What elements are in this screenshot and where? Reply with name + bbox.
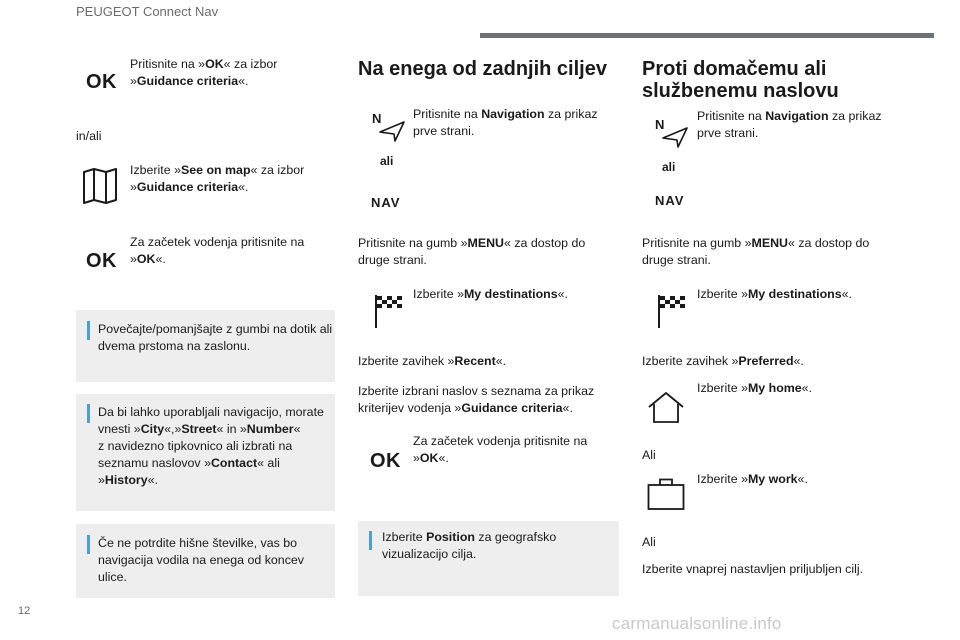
col2-step-menu: Pritisnite na gumb »MENU« za dostop do druge strani. xyxy=(358,236,586,267)
nav-button-icon: NAV xyxy=(655,193,685,208)
col2-step-recent-tab: Izberite zavihek »Recent«. xyxy=(358,354,507,368)
note-marker xyxy=(369,531,372,550)
col3-step-menu: Pritisnite na gumb »MENU« za dostop do druge strani. xyxy=(642,236,870,267)
ok-icon: OK xyxy=(370,450,401,472)
home-icon xyxy=(646,390,686,429)
navigation-north-icon xyxy=(655,116,691,155)
col3-step-my-home: Izberite »My home«. xyxy=(697,381,813,395)
nav-button-icon: NAV xyxy=(371,195,401,210)
col1-step-ok: Pritisnite na »OK« za izbor »Guidance criteria«. xyxy=(130,57,278,88)
or-label: ali xyxy=(380,154,394,168)
col2-step-navigation: Pritisnite na Navigation za prikaz prve strani. xyxy=(413,107,598,138)
note-marker xyxy=(87,321,90,340)
note-marker xyxy=(87,535,90,554)
briefcase-icon xyxy=(647,477,685,516)
col1-or-label: in/ali xyxy=(76,129,102,143)
checkered-flag-icon xyxy=(373,293,403,334)
col2-step-select-address: Izberite izbrani naslov s seznama za prikaz kriterijev vodenja »Guidance criteria«. xyxy=(358,384,595,415)
section-heading-recent: Na enega od zadnjih ciljev xyxy=(358,58,607,80)
svg-text:N: N xyxy=(372,111,382,126)
note-house-number-text: Če ne potrdite hišne številke, vas bo navigacija vodila na enega od koncev ulice. xyxy=(98,536,304,584)
note-address-entry-text: Da bi lahko uporabljali navigacijo, morate vnesti »City«,»Street« in »Number« z navidezno tipkovnico ali izbrati na seznamu naslovov »Contact« ali »History«. xyxy=(98,405,324,487)
col1-step-see-on-map: Izberite »See on map« za izbor »Guidance criteria«. xyxy=(130,163,305,194)
col3-step-preferred-tab: Izberite zavihek »Preferred«. xyxy=(642,354,804,368)
col2-step-my-destinations: Izberite »My destinations«. xyxy=(413,287,568,301)
checkered-flag-icon xyxy=(656,293,686,334)
note-position-text: Izberite Position za geografsko vizualizacijo cilja. xyxy=(382,530,557,561)
section-heading-home-work: Proti domačemu ali službenemu naslovu xyxy=(642,58,839,102)
note-marker xyxy=(87,404,90,423)
col3-step-navigation: Pritisnite na Navigation za prikaz prve strani. xyxy=(697,109,882,140)
navigation-north-icon xyxy=(372,110,408,149)
col3-or-label-2: Ali xyxy=(642,535,656,549)
page-number: 12 xyxy=(18,605,31,617)
svg-text:N: N xyxy=(655,117,665,132)
running-header: PEUGEOT Connect Nav xyxy=(76,4,219,19)
col1-step-start: Za začetek vodenja pritisnite na »OK«. xyxy=(130,235,305,266)
watermark: carmanualsonline.info xyxy=(612,614,782,633)
col3-or-label-1: Ali xyxy=(642,448,656,462)
ok-icon: OK xyxy=(86,71,117,93)
col3-step-my-work: Izberite »My work«. xyxy=(697,472,808,486)
ok-icon: OK xyxy=(86,250,117,272)
col2-step-start: Za začetek vodenja pritisnite na »OK«. xyxy=(413,434,588,465)
col3-step-my-destinations: Izberite »My destinations«. xyxy=(697,287,852,301)
or-label: ali xyxy=(662,160,676,174)
note-zoom-text: Povečajte/pomanjšajte z gumbi na dotik ali dvema prstoma na zaslonu. xyxy=(98,322,333,353)
map-icon xyxy=(82,168,118,209)
header-rule xyxy=(480,33,934,38)
col3-step-preset-favorite: Izberite vnaprej nastavljen priljubljen cilj. xyxy=(642,562,864,576)
